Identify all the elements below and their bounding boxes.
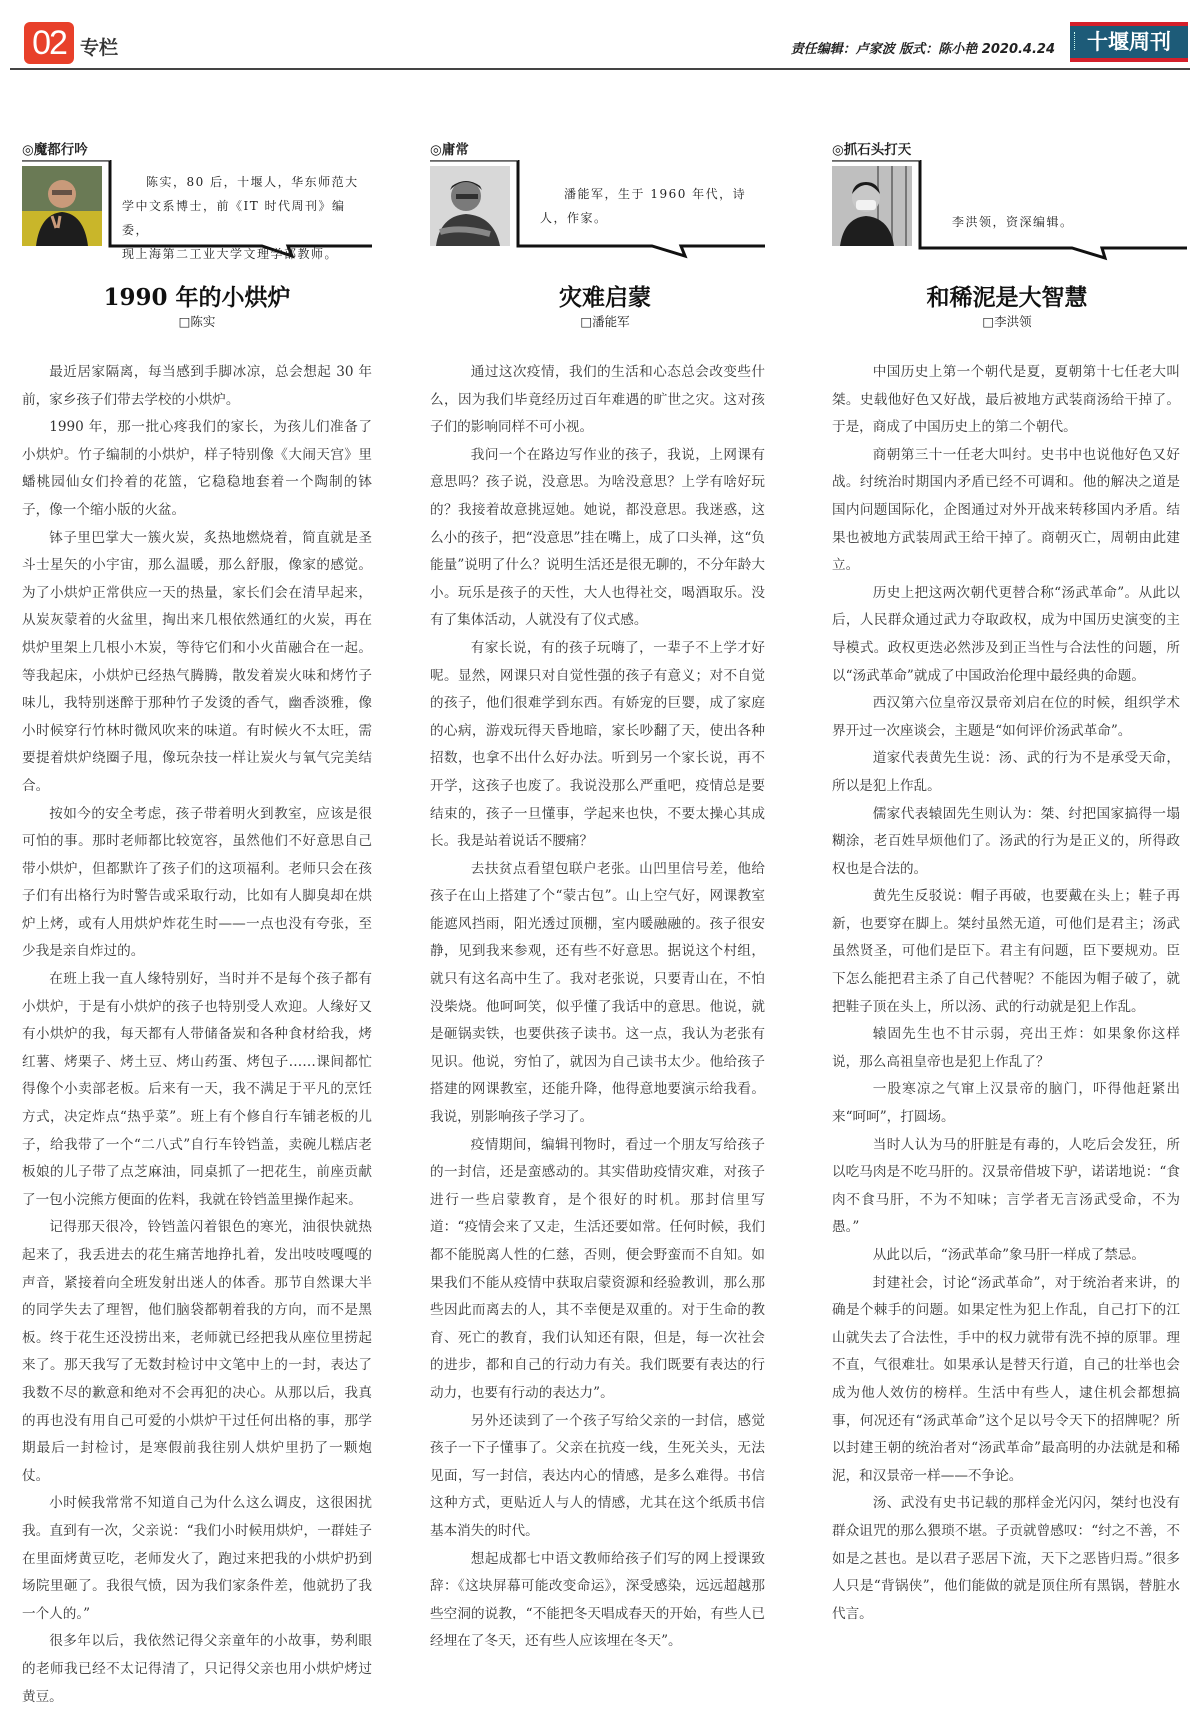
bio-line: 陈实，80 后，十堰人，华东师范大	[146, 175, 359, 189]
column-name: ◎抓石头打天	[832, 142, 912, 158]
paragraph: 西汉第六位皇帝汉景帝刘启在位的时候，组织学术界开过一次座谈会，主题是“如何评价汤武革命”。	[832, 695, 1180, 739]
paragraph: 从此以后，“汤武革命”象马肝一样成了禁忌。	[872, 1247, 1145, 1263]
paragraph: 想起成都七中语文教师给孩子们写的网上授课致辞：《这块屏幕可能改变命运》，深受感染，远远超越那些空洞的说教，“不能把冬天唱成春天的开始，有些人已经埋在了冬天，还有些人应该埋在冬天”。	[430, 1550, 765, 1650]
bio-line: 学中文系博士，前《IT 时代周刊》编委，	[122, 199, 346, 237]
author-bio-box	[22, 160, 372, 265]
paragraph: 封建社会，讨论“汤武革命”，对于统治者来讲，的确是个棘手的问题。如果定性为犯上作乱，自己打下的江山就失去了合法性，手中的权力就带有洗不掉的原罪。理不直，气很难壮。如果承认是替天行道，自己的壮举也会成为他人效仿的榜样。生活中有些人，逮住机会都想搞事，何况还有“汤武革命”这个足以号令天下的招牌呢？所以封建王朝的统治者对“汤武革命”最高明的办法就是和稀泥，和汉景帝一样——不争论。	[832, 1274, 1180, 1484]
paragraph: 按如今的安全考虑，孩子带着明火到教室，应该是很可怕的事。那时老师都比较宽容，虽然他们不好意思自己带小烘炉，但都默许了孩子们的这项福利。老师只会在孩子们有出格行为时警告或采取行动，比如有人脚臭却在烘炉上烤，或有人用烘炉炸花生时——一点也没有夸张，至少我是亲自炸过的。	[22, 805, 372, 960]
article-body	[832, 359, 1180, 1628]
paragraph: 记得那天很冷，铃铛盖闪着银色的寒光，油很快就热起来了，我丢进去的花生痛苦地挣扎着，发出吱吱嘎嘎的声音，紧接着向全班发射出迷人的体香。那节自然课大半的同学失去了理智，他们脑袋都朝着我的方向，而不是黑板。终于花生还没捞出来，老师就已经把我从座位里捞起来了。那天我写了无数封检讨中文笔中上的一封，表达了我数不尽的歉意和绝对不会再犯的决心。从那以后，我真的再也没有用自己可爱的小烘炉干过任何出格的事，那学期最后一封检讨，是寒假前我往别人烘炉里扔了一颗炮仗。	[22, 1219, 372, 1484]
paragraph: 在班上我一直人缘特别好，当时并不是每个孩子都有小烘炉，于是有小烘炉的孩子也特别受人欢迎。人缘好又有小烘炉的我，每天都有人带储备炭和各种食材给我，烤红薯、烤栗子、烤土豆、烤山药蛋、烤包子……课间都忙得像个小卖部老板。后来有一天，我不满足于平凡的烹饪方式，决定炸点“热乎菜”。班上有个修自行车铺老板的儿子，给我带了一个“二八式”自行车铃铛盖，卖碗儿糕店老板娘的儿子带了点芝麻油，同桌抓了一把花生，前座贡献了一包小浣熊方便面的佐料，我就在铃铛盖里操作起来。	[22, 971, 372, 1208]
paragraph: 去扶贫点看望包联户老张。山凹里信号差，他给孩子在山上搭建了个“蒙古包”。山上空气好，网课教室能遮风挡雨，阳光透过顶棚，室内暖融融的。孩子很安静，见到我来参观，还有些不好意思。据说这个村组，就只有这名高中生了。我对老张说，只要青山在，不怕没柴烧。他呵呵笑，似乎懂了我话中的意思。他说，就是砸锅卖铁，也要供孩子读书。这一点，我认为老张有见识。他说，穷怕了，就因为自己读书太少。他给孩子搭建的网课教室，还能升降，他得意地要演示给我看。我说，别影响孩子学习了。	[430, 860, 765, 1126]
paragraph: 儒家代表辕固先生则认为：桀、纣把国家搞得一塌糊涂，老百姓早烦他们了。汤武的行为是正义的，所得政权也是合法的。	[832, 805, 1180, 877]
header-rule	[10, 68, 1190, 70]
author-bio-box	[430, 160, 780, 265]
masthead-logo	[1070, 22, 1188, 62]
paragraph: 有家长说，有的孩子玩嗨了，一辈子不上学才好呢。显然，网课只对自觉性强的孩子有意义；对不自觉的孩子，他们很难学到东西。有娇宠的巨婴，成了家庭的心病，游戏玩得天昏地暗，家长吵翻了天，使出各种招数，也拿不出什么好办法。听到另一个家长说，再不开学，这孩子也废了。我说没那么严重吧，疫情总是要结束的，孩子一旦懂事，学起来也快，不要太操心其成长。我是站着说话不腰痛？	[430, 639, 765, 850]
author-bio	[952, 210, 1152, 234]
bio-line: 李洪领，资深编辑。	[952, 215, 1074, 229]
section-label: 专栏	[80, 37, 119, 59]
article-byline: □潘能军	[580, 314, 630, 329]
paragraph: 历史上把这两次朝代更替合称“汤武革命”。从此以后，人民群众通过武力夺取政权，成为中国历史演变的主导模式。政权更迭必然涉及到正当性与合法性的问题，所以“汤武革命”就成了中国政治伦理中最经典的命题。	[832, 584, 1180, 684]
paragraph: 辕固先生也不甘示弱，亮出王炸：如果象你这样说，那么高祖皇帝也是犯上作乱了？	[832, 1026, 1180, 1070]
article-title: 灾难启蒙	[559, 284, 651, 311]
article-column	[832, 140, 1182, 1628]
paragraph: 汤、武没有史书记载的那样金光闪闪，桀纣也没有群众诅咒的那么猥琐不堪。子贡就曾感叹：“纣之不善，不如是之甚也。是以君子恶居下流，天下之恶皆归焉。”很多人只是“背锅侠”，他们能做的就是顶住所有黑锅，替脏水代言。	[832, 1495, 1180, 1622]
bio-line: 人，作家。	[540, 211, 608, 225]
bio-line: 现上海第二工业大学文理学部教师。	[122, 247, 339, 261]
bio-line: 潘能军，生于 1960 年代，诗	[564, 187, 747, 201]
paragraph: 很多年以后，我依然记得父亲童年的小故事，势利眼的老师我已经不太记得清了，只记得父亲也用小烘炉烤过黄豆。	[22, 1633, 372, 1705]
article-body	[22, 359, 372, 1711]
author-bio	[540, 182, 762, 230]
paragraph: 一股寒凉之气窜上汉景帝的脑门，吓得他赶紧出来“呵呵”，打圆场。	[832, 1081, 1180, 1126]
column-name: ◎庸常	[430, 142, 469, 158]
article-body	[430, 359, 765, 1656]
masthead-title: 十堰周刊	[1087, 29, 1171, 54]
paragraph: 疫情期间，编辑刊物时，看过一个朋友写给孩子的一封信，还是蛮感动的。其实借助疫情灾难，对孩子进行一些启蒙教育，是个很好的时机。那封信里写道：“疫情会来了又走，生活还要如常。任何时候，我们都不能脱离人性的仁慈，否则，便会野蛮而不自知。如果我们不能从疫情中获取启蒙资源和经验教训，那么那些因此而离去的人，其不幸便是双重的。对于生命的教育、死亡的教育，我们认知还有限，但是，每一次社会的进步，都和自己的行动力有关。我们既要有表达的行动力，也要有行动的表达力”。	[430, 1136, 765, 1401]
article-title: 和稀泥是大智慧	[926, 284, 1088, 311]
paragraph: 黄先生反驳说：帽子再破，也要戴在头上；鞋子再新，也要穿在脚上。桀纣虽然无道，可他们是君主；汤武虽然贤圣，可他们是臣下。君主有问题，臣下要规劝。臣下怎么能把君主杀了自己代替呢？不能因为帽子破了，就把鞋子顶在头上，所以汤、武的行动就是犯上作乱。	[832, 888, 1180, 1015]
paragraph: 通过这次疫情，我们的生活和心态总会改变些什么，因为我们毕竟经历过百年难遇的旷世之灾。这对孩子们的影响同样不可小视。	[430, 364, 765, 436]
page-number-badge: 02	[24, 22, 74, 64]
paragraph: 1990 年，那一批心疼我们的家长，为孩儿们准备了小烘炉。竹子编制的小烘炉，样子特别像《大闹天宫》里蟠桃园仙女们拎着的花篮，它稳稳地套着一个陶制的钵子，像一个缩小版的火盆。	[22, 419, 372, 518]
author-photo	[22, 166, 102, 246]
paragraph: 最近居家隔离，每当感到手脚冰凉，总会想起 30 年前，家乡孩子们带去学校的小烘炉。	[22, 364, 372, 408]
article-byline: □陈实	[178, 314, 216, 329]
paragraph: 中国历史上第一个朝代是夏，夏朝第十七任老大叫桀。史载他好色又好战，最后被地方武装商汤给干掉了。于是，商成了中国历史上的第二个朝代。	[832, 364, 1180, 436]
paragraph: 另外还读到了一个孩子写给父亲的一封信，感觉孩子一下子懂事了。父亲在抗疫一线，生死关头，无法见面，写一封信，表达内心的情感，是多么难得。书信这种方式，更贴近人与人的情感，尤其在这个纸质书信基本消失的时代。	[430, 1412, 765, 1539]
editor-credits: 责任编辑：卢家波 版式：陈小艳 2020.4.24	[790, 42, 1055, 57]
paragraph: 我问一个在路边写作业的孩子，我说，上网课有意思吗？孩子说，没意思。为啥没意思？上学有啥好玩的？我接着故意挑逗她。她说，都没意思。我迷惑，这么小的孩子，把“没意思”挂在嘴上，成了口头禅，这“负能量”说明了什么？说明生活还是很无聊的，不分年龄大小。玩乐是孩子的天性，大人也得社交，喝酒取乐。没有了集体活动，人就没有了仪式感。	[430, 446, 765, 629]
author-bio	[122, 170, 362, 266]
paragraph: 当时人认为马的肝脏是有毒的，人吃后会发狂，所以吃马肉是不吃马肝的。汉景帝借坡下驴，诺诺地说：“食肉不食马肝，不为不知味；言学者无言汤武受命，不为愚。”	[832, 1136, 1180, 1236]
article-title: 1990 年的小烘炉	[103, 284, 291, 311]
paragraph: 钵子里巴掌大一簇火炭，炙热地燃烧着，简直就是圣斗士星矢的小宇宙，那么温暖，那么舒服，像家的感觉。为了小烘炉正常供应一天的热量，家长们会在清早起来，从炭灰蒙着的火盆里，掏出来几根依然通红的火炭，再在烘炉里架上几根小木炭，等待它们和小火苗融合在一起。等我起床，小烘炉已经热气腾腾，散发着炭火味和烤竹子味儿，我特别迷醉于那种竹子发烫的香气，幽香淡雅，像小时候穿行竹林时微风吹来的味道。有时候火不太旺，需要提着烘炉绕圈子甩，像玩杂技一样让炭火与氧气完美结合。	[22, 529, 372, 794]
author-photo	[430, 166, 510, 246]
article-column	[22, 140, 372, 1711]
paragraph: 小时候我常常不知道自己为什么这么调皮，这很困扰我。直到有一次，父亲说：“我们小时候用烘炉，一群娃子在里面烤黄豆吃，老师发火了，跑过来把我的小烘炉扔到场院里砸了。我很气愤，因为我们家条件差，他就扔了我一个人的。”	[22, 1495, 372, 1622]
column-name: ◎魔都行吟	[22, 142, 88, 158]
author-bio-box	[832, 160, 1182, 265]
author-photo	[832, 166, 912, 246]
paragraph: 道家代表黄先生说：汤、武的行为不是承受天命，所以是犯上作乱。	[832, 750, 1180, 794]
masthead-decoration	[1074, 32, 1078, 50]
article-column	[430, 140, 780, 1656]
article-byline: □李洪领	[982, 314, 1032, 329]
paragraph: 商朝第三十一任老大叫纣。史书中也说他好色又好战。纣统治时期国内矛盾已经不可调和。他的解决之道是国内问题国际化，企图通过对外开战来转移国内矛盾。结果也被地方武装周武王给干掉了。商朝灭亡，周朝由此建立。	[832, 446, 1180, 574]
page-header	[0, 0, 1200, 70]
